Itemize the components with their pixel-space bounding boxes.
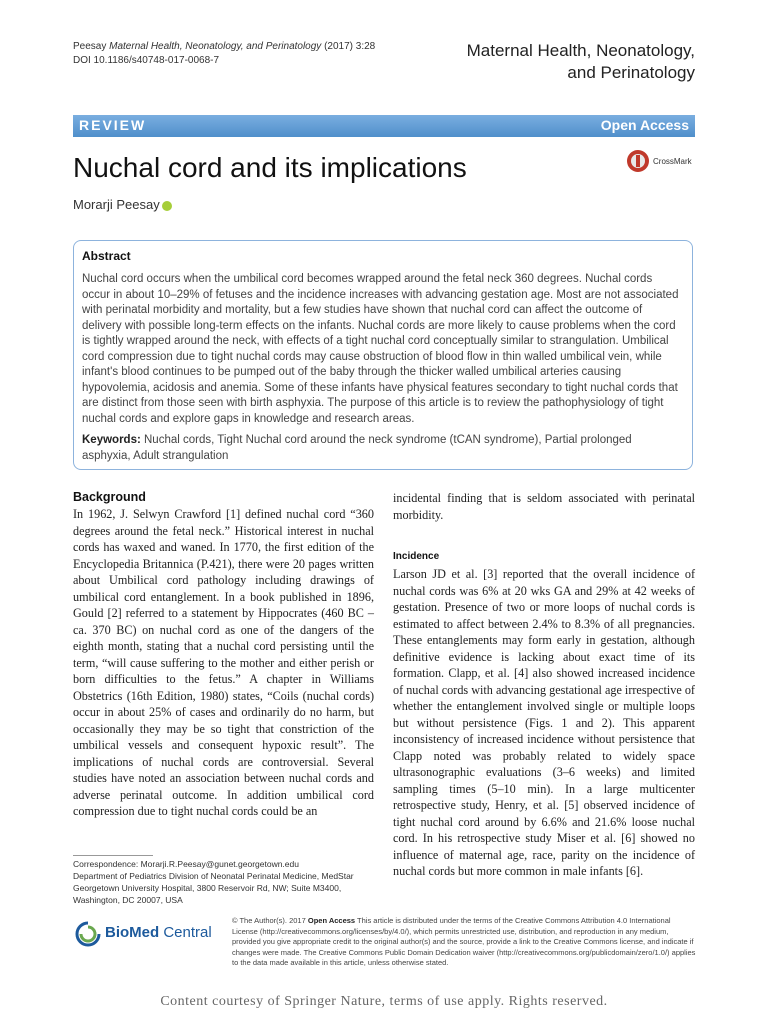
orcid-icon[interactable] bbox=[162, 201, 172, 211]
crossmark-icon bbox=[625, 147, 705, 175]
doi-link[interactable]: DOI 10.1186/s40748-017-0068-7 bbox=[73, 55, 220, 66]
incidence-text: Larson JD et al. [3] reported that the overall incidence of nuchal cords was 6% at 20 wks GA and 29% at 42 weeks of gestation. Presence of two or more loops of nuchal cords is estimated to affect between 2.4% to 8.3% of all pregnancies. These entanglements may form early in gestation, although definitive evidence is lacking about exact time of its formation. Clapp, et al. [4] also showed increased incidence of nuchal cords with advancing gestational age irrespective of whether the entanglement involved single or multiple loops but without persistence (Figs. 1 and 2). This apparent inconsistency of increased incidence without persistence that Clapp noted was probably related to widely space ultrasonographic evaluations (3–6 weeks) and limited sampling times (5–10 min). In a large multicenter retrospective study, Henry, et al. [5] observed incidence of tight nuchal cord around by 6.6% and 21.6% loose nuchal cord. In his retrospective study Miser et al. [6] showed no influence of maternal age, race, parity on the incidence of nuchal cords but more common in male infants [6]. bbox=[393, 567, 695, 878]
background-heading: Background bbox=[73, 490, 146, 504]
crossmark-badge[interactable] bbox=[625, 147, 705, 175]
author-name[interactable]: Morarji Peesay bbox=[73, 197, 160, 212]
correspondence-note bbox=[73, 858, 383, 906]
citation-header bbox=[73, 40, 433, 68]
biomed-logo-icon bbox=[73, 917, 103, 953]
footnote-divider bbox=[73, 855, 153, 856]
abstract-heading: Abstract bbox=[82, 249, 131, 263]
correspondence-address: Department of Pediatrics Division of Neonatal Perinatal Medicine, MedStar Georgetown University Hospital, 3800 Reservoir Rd, NW; Suite M3400, Washington, DC 20007, USA bbox=[73, 871, 354, 905]
abstract-text: Nuchal cord occurs when the umbilical cord becomes wrapped around the fetal neck 360 degrees. Nuchal cords occur in about 10–29% of fetuses and the incidence increases with advancing gestation age. Most are not associated with perinatal morbidity and mortality, but a few studies have shown that nuchal cord can affect the outcome of delivery with possible long-term effects on the infants. Nuchal cords are more likely to cause problems when the cord is tightly wrapped around the neck, with effects of a tight nuchal cord conceptually similar to strangulation. Umbilical cord compression due to tight nuchal cords may cause obstruction of blood flow in thin walled umbilical vein, while infant's blood continues to be pumped out of the baby through the thicker walled umbilical arteries causing hypovolemia, acidosis and anemia. Some of these infants have physical features secondary to tight nuchal cords that are distinct from those seen with birth asphyxia. The purpose of this article is to review the pathophysiology of tight nuchal cords and explore gaps in knowledge and research areas. bbox=[82, 273, 679, 425]
license-text bbox=[232, 916, 697, 969]
license-copyright: © The Author(s). 2017 bbox=[232, 916, 308, 925]
column2-continuation: incidental finding that is seldom associated with perinatal morbidity. bbox=[393, 491, 695, 522]
keywords bbox=[82, 433, 682, 464]
page-footer: Content courtesy of Springer Nature, terms of use apply. Rights reserved. bbox=[160, 994, 608, 1009]
biomed-central-wordmark bbox=[105, 924, 212, 941]
citation-volume: (2017) 3:28 bbox=[324, 41, 376, 52]
journal-name-line1: Maternal Health, Neonatology, bbox=[466, 41, 695, 60]
journal-name bbox=[395, 40, 695, 84]
keywords-label: Keywords: bbox=[82, 434, 141, 446]
background-text: In 1962, J. Selwyn Crawford [1] defined nuchal cord “360 degrees around the fetal neck.” Historical interest in nuchal cords has waxed and waned. In 1770, the first edition of the Encyclopedia Britannica (P.421), there were 20 pages written about Umbilical cord pathology including drawings of umbilical cord entanglement. In a book published in 1896, Gould [2] referred to a statement by Hippocrates (460 BC –ca. 370 BC) on nuchal cord as one of the dangers of the eighth month, stating that a nuchal cord persisting until the term, “will cause suffering to the mother and either perish or born difficulties to the fetus.” A chapter in Williams Obstetrics (16th Edition, 1980) states, “Coils (nuchal cords) occur in about 25% of cases and ordinarily do no harm, but occasionally they may be so tight that constriction of the umbilical vessels and consequent hypoxic result”. The implications of nuchal cords are controversial. Several studies have noted an association between nuchal cords and adverse perinatal outcome. In addition umbilical cord compression due to tight nuchal cords could be an bbox=[73, 507, 374, 818]
article-title: Nuchal cord and its implications bbox=[73, 152, 467, 183]
review-label: REVIEW bbox=[79, 117, 147, 133]
author-line bbox=[73, 197, 172, 212]
correspondence-email[interactable]: Correspondence: Morarji.R.Peesay@gunet.georgetown.edu bbox=[73, 859, 299, 869]
journal-name-line2: and Perinatology bbox=[567, 63, 695, 82]
central-word: Central bbox=[159, 924, 212, 941]
crossmark-label: CrossMark bbox=[653, 157, 692, 166]
citation-author: Peesay bbox=[73, 41, 107, 52]
open-access-label: Open Access bbox=[600, 117, 689, 133]
license-body: This article is distributed under the terms of the Creative Commons Attribution 4.0 International License (http://creativecommons.org/licenses/by/4.0/), which permits unrestricted use, distribution, and reproduction in any medium, provided you give appropriate credit to the original author(s) and the source, provide a link to the Creative Commons license, and indicate if changes were made. The Creative Commons Public Domain Dedication waiver (http://creativecommons.org/publicdomain/zero/1.0/) applies to the data made available in this article, unless otherwise stated. bbox=[232, 916, 696, 967]
article-type-bar bbox=[73, 115, 695, 137]
biomed-word: BioMed bbox=[105, 924, 160, 941]
citation-journal: Maternal Health, Neonatology, and Perinatology bbox=[109, 41, 322, 52]
license-open-access: Open Access bbox=[307, 916, 356, 925]
keywords-list: Nuchal cords, Tight Nuchal cord around the neck syndrome (tCAN syndrome), Partial prolonged asphyxia, Adult strangulation bbox=[82, 434, 632, 462]
incidence-heading: Incidence bbox=[393, 551, 440, 562]
